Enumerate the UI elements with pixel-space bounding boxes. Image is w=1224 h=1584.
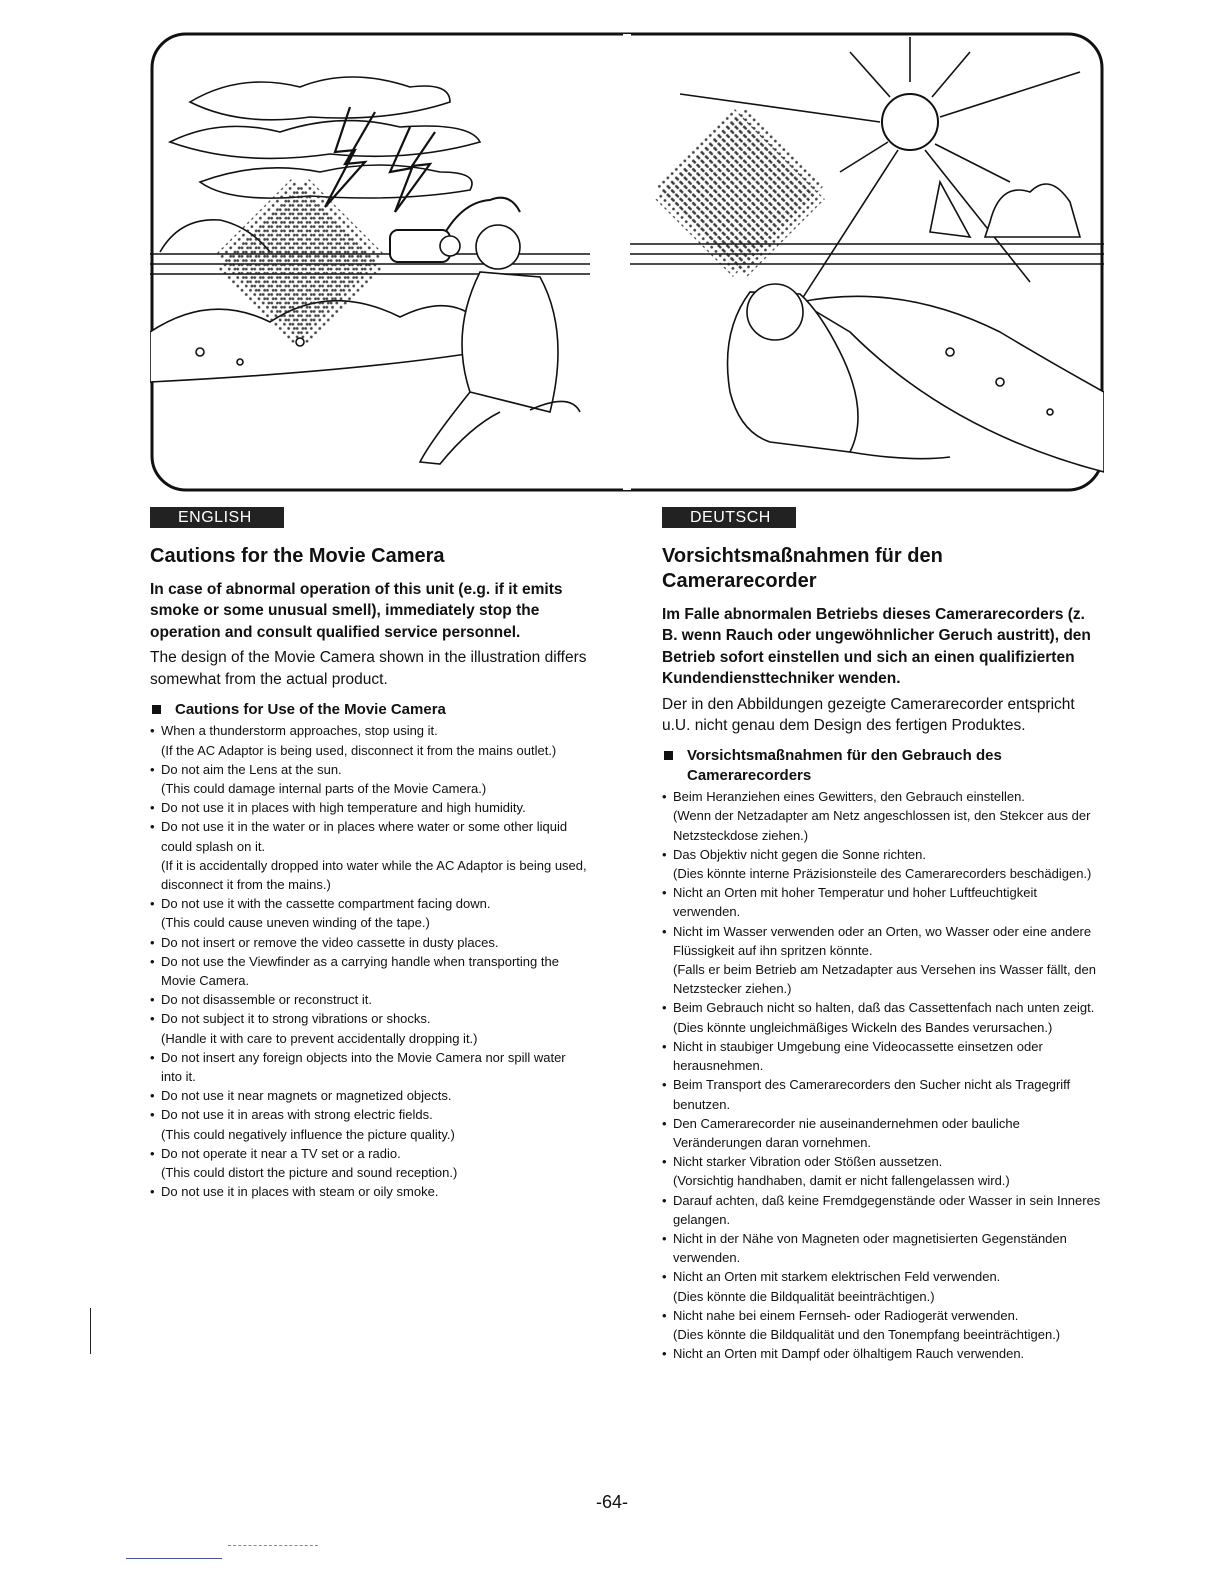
list-item: • Do not use it in places with high temperature and high humidity. <box>150 798 590 817</box>
list-item: • Do not disassemble or reconstruct it. <box>150 990 590 1009</box>
list-item: • Do not use it in the water or in places where water or some other liquid could splash on it. (If it is accidentally dropped into water while the AC Adaptor is being used, disconnect it from the mains.) <box>150 817 590 894</box>
language-tab-english: ENGLISH <box>150 507 284 528</box>
list-item: • Beim Transport des Camerarecorders den Sucher nicht als Tragegriff benutzen. <box>662 1075 1102 1113</box>
list-item: • Darauf achten, daß keine Fremdgegenstände oder Wasser in sein Inneres gelangen. <box>662 1191 1102 1229</box>
list-item: • When a thunderstorm approaches, stop using it. (If the AC Adaptor is being used, disconnect it from the mains outlet.) <box>150 721 590 759</box>
english-lead: In case of abnormal operation of this unit (e.g. if it emits smoke or some unusual smell), immediately stop the operation and consult qualified service personnel. <box>150 581 563 641</box>
list-item: • Nicht an Orten mit Dampf oder ölhaltigem Rauch verwenden. <box>662 1344 1102 1363</box>
list-item: • Nicht an Orten mit hoher Temperatur und hoher Luftfeuchtigkeit verwenden. <box>662 883 1102 921</box>
list-item: • Nicht nahe bei einem Fernseh- oder Radiogerät verwenden. (Dies könnte die Bildqualität und den Tonempfang beeinträchtigen.) <box>662 1306 1102 1344</box>
language-tab-deutsch: DEUTSCH <box>662 507 796 528</box>
list-item: • Das Objektiv nicht gegen die Sonne richten. (Dies könnte interne Präzisionsteile des Camerarecorders beschädigen.) <box>662 845 1102 883</box>
deutsch-subheading-text: Vorsichtsmaßnahmen für den Gebrauch des Camerarecorders <box>687 747 1002 784</box>
deutsch-lead: Im Falle abnormalen Betriebs dieses Camerarecorders (z. B. wenn Rauch oder ungewöhnlicher Geruch austritt), den Betrieb sofort einstellen und sich an einen qualifizierten Kundendiensttechniker wenden. <box>662 606 1091 688</box>
margin-mark <box>90 1308 91 1354</box>
list-item: • Beim Gebrauch nicht so halten, daß das Cassettenfach nach unten zeigt. (Dies könnte ungleichmäßiges Wickeln des Bandes verursachen.) <box>662 998 1102 1036</box>
list-item: • Nicht an Orten mit starkem elektrischen Feld verwenden. (Dies könnte die Bildqualität beeinträchtigen.) <box>662 1267 1102 1305</box>
deutsch-intro: Der in den Abbildungen gezeigte Camerarecorder entspricht u.U. nicht genau dem Design des fertigen Produktes. <box>662 695 1075 734</box>
list-item: • Do not use it in areas with strong electric fields. (This could negatively influence the picture quality.) <box>150 1105 590 1143</box>
english-intro: The design of the Movie Camera shown in the illustration differs somewhat from the actual product. <box>150 649 587 688</box>
list-item: • Nicht starker Vibration oder Stößen aussetzen. (Vorsichtig handhaben, damit er nicht fallengelassen wird.) <box>662 1152 1102 1190</box>
page-number: -64- <box>595 1492 628 1512</box>
english-title: Cautions for the Movie Camera <box>150 545 445 567</box>
english-section <box>150 507 590 1201</box>
list-item: • Do not subject it to strong vibrations or shocks. (Handle it with care to prevent accidentally dropping it.) <box>150 1009 590 1047</box>
list-item: • Nicht in der Nähe von Magneten oder magnetisierten Gegenständen verwenden. <box>662 1229 1102 1267</box>
list-item: • Nicht im Wasser verwenden oder an Orten, wo Wasser oder eine andere Flüssigkeit auf ihn spritzen könnte. (Falls er beim Betrieb am Netzadapter aus Versehen ins Wasser fällt, den Netzstecker ziehen.) <box>662 922 1102 999</box>
list-item: • Do not use it with the cassette compartment facing down. (This could cause uneven winding of the tape.) <box>150 894 590 932</box>
square-bullet-icon <box>664 751 673 760</box>
footer-dash <box>228 1545 318 1546</box>
deutsch-caution-list <box>662 787 1102 1363</box>
caution-illustration <box>150 32 1104 492</box>
deutsch-title: Vorsichtsmaßnahmen für den Camerarecorder <box>662 545 943 592</box>
english-subheading <box>150 700 590 720</box>
list-item: • Beim Heranziehen eines Gewitters, den Gebrauch einstellen. (Wenn der Netzadapter am Netz angeschlossen ist, den Stekcer aus der Netzsteckdose ziehen.) <box>662 787 1102 845</box>
list-item: • Do not use it near magnets or magnetized objects. <box>150 1086 590 1105</box>
list-item: • Do not use the Viewfinder as a carrying handle when transporting the Movie Camera. <box>150 952 590 990</box>
footer-line <box>126 1558 222 1559</box>
list-item: • Nicht in staubiger Umgebung eine Videocassette einsetzen oder herausnehmen. <box>662 1037 1102 1075</box>
list-item: • Do not insert or remove the video cassette in dusty places. <box>150 933 590 952</box>
list-item: • Den Camerarecorder nie auseinandernehmen oder bauliche Veränderungen daran vornehmen. <box>662 1114 1102 1152</box>
list-item: • Do not use it in places with steam or oily smoke. <box>150 1182 590 1201</box>
list-item: • Do not aim the Lens at the sun. (This could damage internal parts of the Movie Camera.) <box>150 760 590 798</box>
square-bullet-icon <box>152 705 161 714</box>
english-caution-list <box>150 721 590 1201</box>
deutsch-section <box>662 507 1102 1363</box>
english-subheading-text: Cautions for Use of the Movie Camera <box>175 700 446 718</box>
deutsch-subheading <box>662 746 1102 785</box>
list-item: • Do not operate it near a TV set or a radio. (This could distort the picture and sound reception.) <box>150 1144 590 1182</box>
list-item: • Do not insert any foreign objects into the Movie Camera nor spill water into it. <box>150 1048 590 1086</box>
